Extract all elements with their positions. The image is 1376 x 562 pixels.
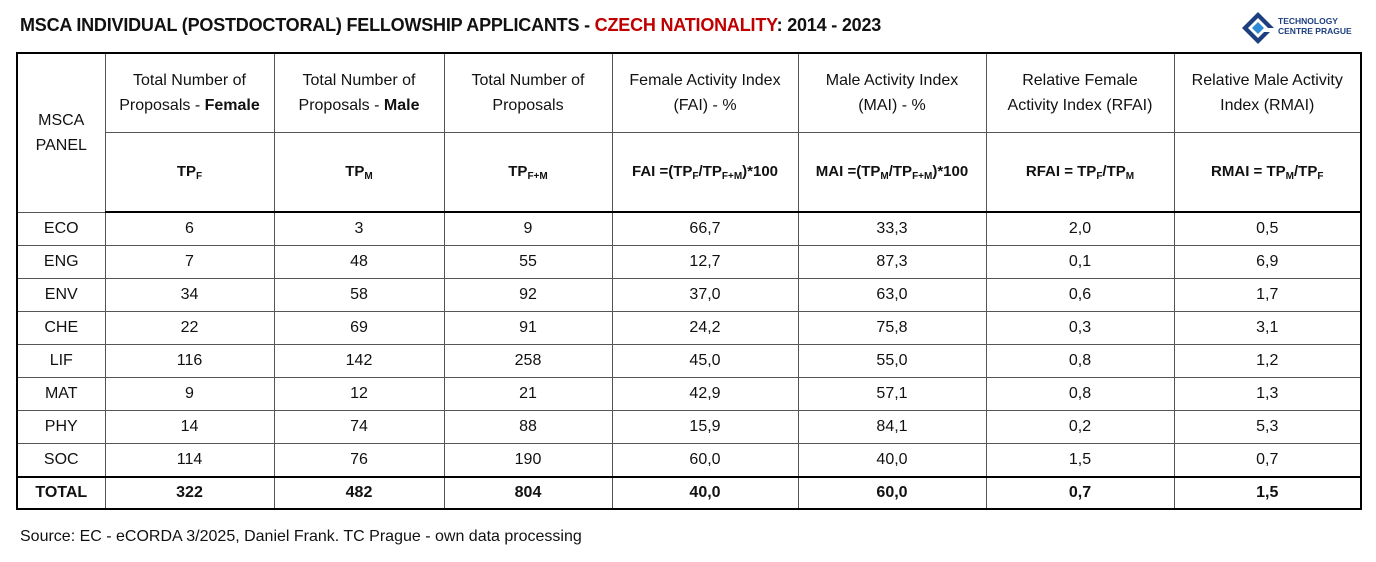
header-col-line2 xyxy=(110,93,270,118)
total-cell: 40,0 xyxy=(612,477,798,509)
header-col-3 xyxy=(444,53,612,133)
value-cell: 40,0 xyxy=(798,444,986,478)
header-col-line2 xyxy=(991,93,1170,118)
header-col-line2 xyxy=(449,93,608,118)
formula-subscript: M xyxy=(1125,170,1135,182)
panel-cell: ENG xyxy=(17,246,105,279)
value-cell: 114 xyxy=(105,444,274,478)
formula-text: RMAI = TP xyxy=(1211,162,1286,180)
value-cell: 142 xyxy=(274,345,444,378)
header-col-line2 xyxy=(1179,93,1357,118)
table-row xyxy=(17,411,1361,444)
total-cell: 0,7 xyxy=(986,477,1174,509)
formula-text: )*100 xyxy=(932,162,969,180)
header-col-line1: Relative Female xyxy=(1022,72,1138,89)
value-cell: 66,7 xyxy=(612,212,798,246)
header-panel-line2: PANEL xyxy=(35,136,87,154)
table-row xyxy=(17,312,1361,345)
value-cell: 1,5 xyxy=(986,444,1174,478)
value-cell: 6,9 xyxy=(1174,246,1361,279)
formula-text: RFAI = TP xyxy=(1025,162,1097,180)
value-cell: 15,9 xyxy=(612,411,798,444)
formula-subscript: M xyxy=(880,170,889,182)
header-col-line2 xyxy=(279,93,440,118)
panel-cell: ECO xyxy=(17,212,105,246)
table-row xyxy=(17,444,1361,478)
header-panel-line1: MSCA xyxy=(38,111,85,129)
value-cell: 0,2 xyxy=(986,411,1174,444)
value-cell: 7 xyxy=(105,246,274,279)
formula-text: MAI =(TP xyxy=(815,162,881,180)
header-col-line1: Female Activity Index xyxy=(629,72,781,89)
formula-col-1 xyxy=(105,133,274,213)
header-panel xyxy=(17,53,105,212)
formula-text: /TP xyxy=(888,162,913,180)
value-cell: 42,9 xyxy=(612,378,798,411)
formula-text: TP xyxy=(176,162,197,180)
header-col-7 xyxy=(1174,53,1361,133)
value-cell: 55,0 xyxy=(798,345,986,378)
value-cell: 9 xyxy=(105,378,274,411)
value-cell: 3,1 xyxy=(1174,312,1361,345)
page-title xyxy=(20,15,881,36)
header-col-line1: Total Number of xyxy=(302,72,416,89)
formula-col-3 xyxy=(444,133,612,213)
formula-text: /TP xyxy=(1102,162,1126,180)
formula-text: )*100 xyxy=(742,162,779,180)
header-col-6 xyxy=(986,53,1174,133)
header-col-line1: Total Number of xyxy=(471,72,585,89)
header-col-5 xyxy=(798,53,986,133)
formula-subscript: F xyxy=(1096,170,1103,182)
value-cell: 55 xyxy=(444,246,612,279)
value-cell: 0,7 xyxy=(1174,444,1361,478)
formula-subscript: F xyxy=(692,170,699,182)
formula-text: /TP xyxy=(1293,162,1318,180)
formula-subscript: F+M xyxy=(721,170,743,182)
title-highlight: CZECH NATIONALITY xyxy=(594,15,777,35)
header-col-4 xyxy=(612,53,798,133)
header-col-line2 xyxy=(617,93,794,118)
header-col-line2-text: Index (RMAI) xyxy=(1220,97,1315,114)
header-col-line2-text: (FAI) - % xyxy=(673,97,737,114)
formula-subscript: F xyxy=(1317,170,1324,182)
value-cell: 88 xyxy=(444,411,612,444)
title-prefix: MSCA INDIVIDUAL (POSTDOCTORAL) FELLOWSHIP APPLICANTS - xyxy=(20,15,595,35)
value-cell: 1,2 xyxy=(1174,345,1361,378)
value-cell: 21 xyxy=(444,378,612,411)
value-cell: 0,1 xyxy=(986,246,1174,279)
value-cell: 14 xyxy=(105,411,274,444)
tc-prague-logo xyxy=(1240,10,1360,46)
formula-subscript: F xyxy=(196,170,203,182)
source-note: Source: EC - eCORDA 3/2025, Daniel Frank. TC Prague - own data processing xyxy=(20,528,582,545)
logo-line1: TECHNOLOGY xyxy=(1278,16,1338,26)
logo-line2: CENTRE PRAGUE xyxy=(1278,26,1352,36)
total-cell: 322 xyxy=(105,477,274,509)
formula-text: TP xyxy=(345,162,365,180)
panel-cell: MAT xyxy=(17,378,105,411)
header-col-line1: Relative Male Activity xyxy=(1191,72,1343,89)
value-cell: 37,0 xyxy=(612,279,798,312)
header-col-line2-text: Proposals xyxy=(492,97,564,114)
panel-cell: PHY xyxy=(17,411,105,444)
value-cell: 33,3 xyxy=(798,212,986,246)
formula-subscript: F+M xyxy=(527,170,548,182)
value-cell: 5,3 xyxy=(1174,411,1361,444)
tc-prague-logo-icon xyxy=(1240,10,1276,46)
value-cell: 9 xyxy=(444,212,612,246)
value-cell: 34 xyxy=(105,279,274,312)
value-cell: 76 xyxy=(274,444,444,478)
formula-col-5 xyxy=(798,133,986,213)
formula-text: TP xyxy=(508,162,528,180)
panel-cell: SOC xyxy=(17,444,105,478)
table-row xyxy=(17,279,1361,312)
value-cell: 1,7 xyxy=(1174,279,1361,312)
total-cell: 804 xyxy=(444,477,612,509)
formula-col-6 xyxy=(986,133,1174,213)
value-cell: 74 xyxy=(274,411,444,444)
header-col-line1: Male Activity Index xyxy=(825,72,959,89)
value-cell: 63,0 xyxy=(798,279,986,312)
title-suffix: : 2014 - 2023 xyxy=(776,15,882,35)
value-cell: 0,8 xyxy=(986,378,1174,411)
value-cell: 12,7 xyxy=(612,246,798,279)
header-col-line2-bold: Female xyxy=(204,97,260,114)
value-cell: 0,6 xyxy=(986,279,1174,312)
value-cell: 45,0 xyxy=(612,345,798,378)
value-cell: 116 xyxy=(105,345,274,378)
value-cell: 6 xyxy=(105,212,274,246)
header-col-line2-text: Proposals - xyxy=(119,97,205,114)
value-cell: 84,1 xyxy=(798,411,986,444)
table-row xyxy=(17,345,1361,378)
value-cell: 22 xyxy=(105,312,274,345)
header-col-1 xyxy=(105,53,274,133)
formula-subscript: F+M xyxy=(912,170,933,182)
formula-col-2 xyxy=(274,133,444,213)
formula-text: FAI =(TP xyxy=(631,162,693,180)
value-cell: 92 xyxy=(444,279,612,312)
value-cell: 58 xyxy=(274,279,444,312)
header-col-2 xyxy=(274,53,444,133)
header-col-line2-text: Activity Index (RFAI) xyxy=(1007,97,1153,114)
value-cell: 190 xyxy=(444,444,612,478)
value-cell: 57,1 xyxy=(798,378,986,411)
table-row xyxy=(17,246,1361,279)
value-cell: 75,8 xyxy=(798,312,986,345)
value-cell: 2,0 xyxy=(986,212,1174,246)
total-row xyxy=(17,477,1361,509)
value-cell: 69 xyxy=(274,312,444,345)
header-col-line2-text: Proposals - xyxy=(298,97,384,114)
formula-text: /TP xyxy=(698,162,722,180)
value-cell: 1,3 xyxy=(1174,378,1361,411)
formula-subscript: M xyxy=(1285,170,1294,182)
value-cell: 12 xyxy=(274,378,444,411)
value-cell: 91 xyxy=(444,312,612,345)
panel-cell: ENV xyxy=(17,279,105,312)
value-cell: 60,0 xyxy=(612,444,798,478)
formula-col-4 xyxy=(612,133,798,213)
total-label: TOTAL xyxy=(17,477,105,509)
value-cell: 24,2 xyxy=(612,312,798,345)
value-cell: 0,3 xyxy=(986,312,1174,345)
total-cell: 1,5 xyxy=(1174,477,1361,509)
table-row xyxy=(17,212,1361,246)
header-col-line2-text: (MAI) - % xyxy=(858,97,926,114)
logo-text xyxy=(1278,16,1352,36)
header-col-line2-bold: Male xyxy=(383,97,420,114)
value-cell: 0,5 xyxy=(1174,212,1361,246)
fellowship-table xyxy=(16,52,1362,510)
table-row xyxy=(17,378,1361,411)
header-col-line1: Total Number of xyxy=(133,72,246,89)
value-cell: 87,3 xyxy=(798,246,986,279)
value-cell: 0,8 xyxy=(986,345,1174,378)
total-cell: 60,0 xyxy=(798,477,986,509)
value-cell: 258 xyxy=(444,345,612,378)
value-cell: 48 xyxy=(274,246,444,279)
formula-subscript: M xyxy=(364,170,373,182)
panel-cell: CHE xyxy=(17,312,105,345)
total-cell: 482 xyxy=(274,477,444,509)
value-cell: 3 xyxy=(274,212,444,246)
header-col-line2 xyxy=(803,93,982,118)
panel-cell: LIF xyxy=(17,345,105,378)
formula-col-7 xyxy=(1174,133,1361,213)
